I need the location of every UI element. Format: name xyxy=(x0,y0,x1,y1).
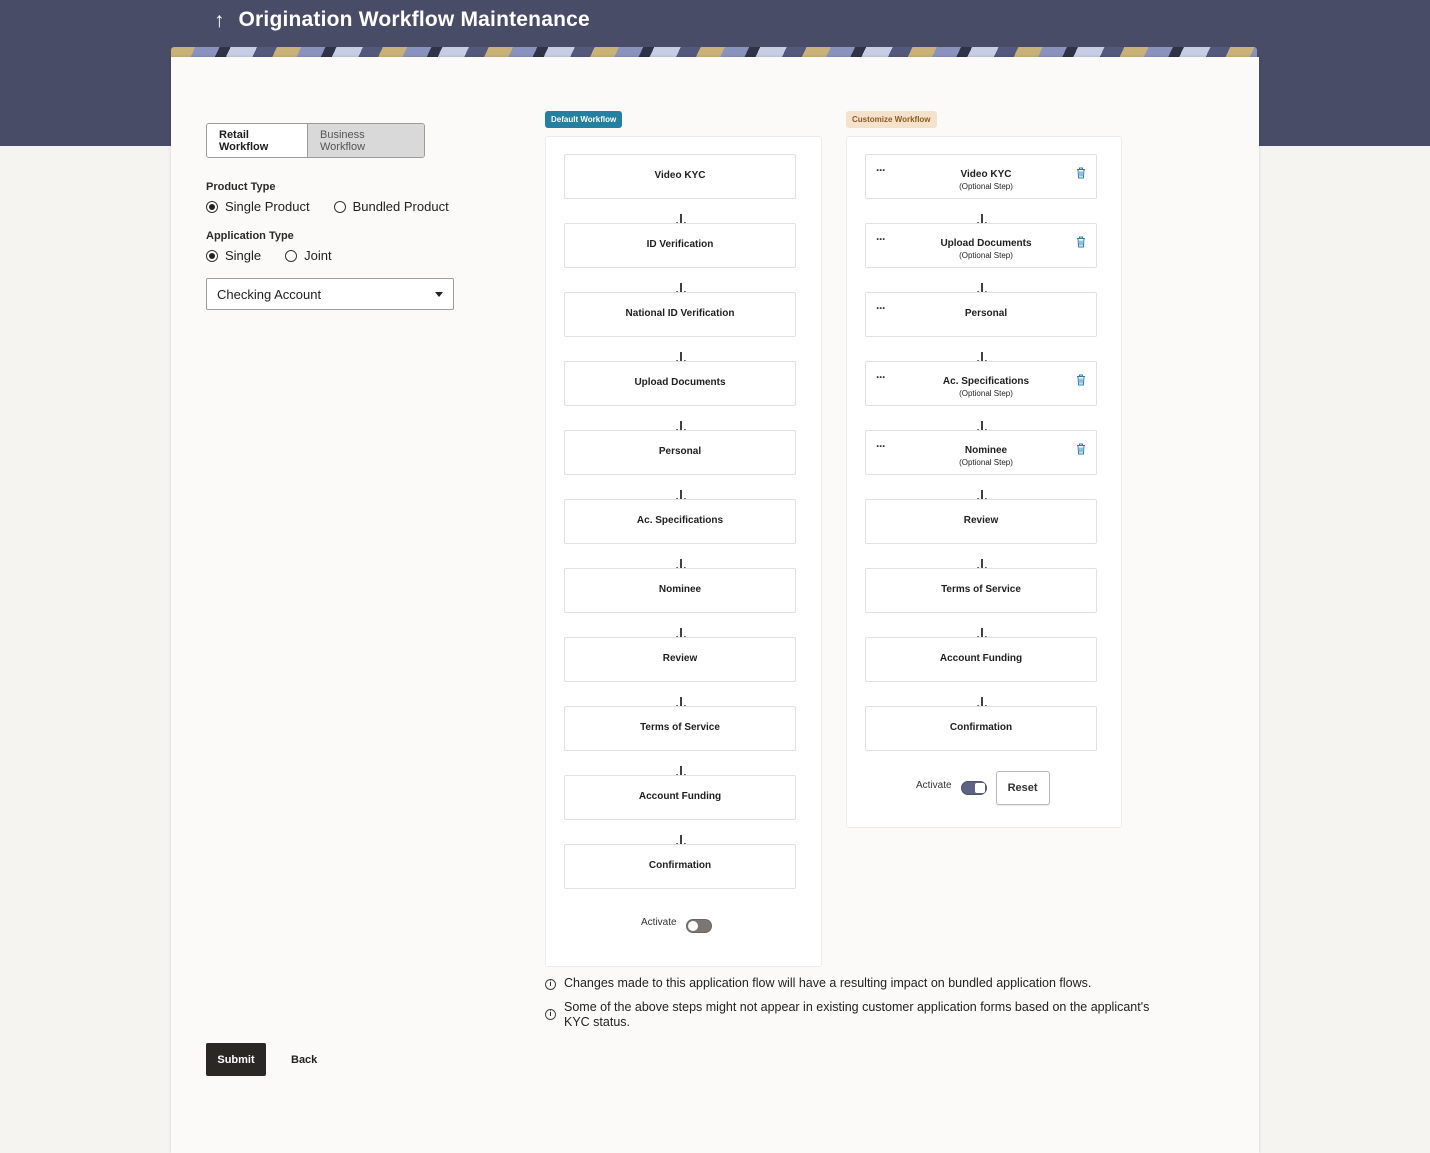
trash-icon[interactable] xyxy=(1076,167,1086,179)
more-options-icon[interactable]: ··· xyxy=(876,370,885,384)
reset-button[interactable]: Reset xyxy=(996,771,1050,805)
step-label: ID Verification xyxy=(646,239,714,250)
more-options-icon[interactable]: ··· xyxy=(876,232,885,246)
step-label: Confirmation xyxy=(949,722,1013,733)
product-select[interactable] xyxy=(206,278,454,310)
submit-button[interactable]: Submit xyxy=(206,1043,266,1076)
step-label: Review xyxy=(662,653,698,664)
page-header xyxy=(214,4,590,36)
workflow-step xyxy=(865,568,1097,613)
radio-button[interactable] xyxy=(285,250,297,262)
application-type-radio-group xyxy=(206,248,356,263)
step-label: Confirmation xyxy=(648,860,712,871)
radio-label: Bundled Product xyxy=(352,199,449,214)
trash-icon[interactable] xyxy=(1076,443,1086,455)
note-text: Changes made to this application flow will have a resulting impact on bundled application flows. xyxy=(564,976,1092,990)
note-bundled-impact xyxy=(545,976,1185,991)
workflow-step xyxy=(564,706,796,751)
radio-label: Joint xyxy=(304,248,332,263)
default-activate-row xyxy=(641,911,712,933)
step-label: Terms of Service xyxy=(640,722,720,733)
workflow-step[interactable] xyxy=(865,292,1097,337)
workflow-step xyxy=(564,292,796,337)
optional-workflow-step[interactable] xyxy=(865,430,1097,475)
workflow-step xyxy=(564,361,796,406)
step-label: Personal xyxy=(658,446,702,457)
note-kyc-status xyxy=(545,1000,1175,1030)
radio-single[interactable] xyxy=(206,248,261,263)
customize-workflow-panel xyxy=(846,136,1122,828)
more-options-icon[interactable]: ··· xyxy=(876,301,885,315)
product-select-value: Checking Account xyxy=(217,286,322,302)
radio-joint[interactable] xyxy=(285,248,331,263)
radio-button[interactable] xyxy=(206,250,218,262)
step-label: Terms of Service xyxy=(941,584,1021,595)
trash-icon[interactable] xyxy=(1076,236,1086,248)
application-type-label: Application Type xyxy=(206,230,294,242)
default-workflow-badge: Default Workflow xyxy=(545,111,622,128)
optional-workflow-step[interactable] xyxy=(865,223,1097,268)
radio-bundled-product[interactable] xyxy=(334,199,449,214)
step-label: Video KYC xyxy=(960,169,1012,180)
activate-label: Activate xyxy=(916,779,952,791)
step-label: Review xyxy=(963,515,999,526)
workflow-step xyxy=(564,430,796,475)
workflow-step xyxy=(865,637,1097,682)
step-label: Upload Documents xyxy=(634,377,726,388)
step-label: Ac. Specifications xyxy=(636,515,724,526)
decorative-banner xyxy=(171,47,1257,57)
step-label: Nominee xyxy=(658,584,702,595)
page-title: Origination Workflow Maintenance xyxy=(238,8,590,31)
tab-retail-workflow[interactable]: Retail Workflow xyxy=(207,124,307,157)
workflow-step xyxy=(564,223,796,268)
radio-button[interactable] xyxy=(206,201,218,213)
more-options-icon[interactable]: ··· xyxy=(876,163,885,177)
workflow-step xyxy=(564,568,796,613)
step-label: Account Funding xyxy=(939,653,1023,664)
radio-label: Single Product xyxy=(225,199,310,214)
custom-activate-row xyxy=(916,771,1050,805)
step-optional-note: (Optional Step) xyxy=(959,182,1013,191)
workflow-step xyxy=(564,637,796,682)
step-label: Personal xyxy=(964,308,1008,319)
product-type-radio-group xyxy=(206,199,473,214)
workflow-step xyxy=(865,499,1097,544)
customize-workflow-badge: Customize Workflow xyxy=(846,111,937,128)
step-label: Ac. Specifications xyxy=(942,376,1030,387)
activate-label: Activate xyxy=(641,916,677,928)
info-icon: i xyxy=(545,979,556,990)
step-label: Nominee xyxy=(964,445,1008,456)
default-activate-toggle[interactable] xyxy=(686,919,712,933)
workflow-step xyxy=(564,154,796,199)
radio-single-product[interactable] xyxy=(206,199,310,214)
step-optional-note: (Optional Step) xyxy=(959,251,1013,260)
product-type-label: Product Type xyxy=(206,181,276,193)
step-label: Video KYC xyxy=(654,170,706,181)
optional-workflow-step[interactable] xyxy=(865,154,1097,199)
trash-icon[interactable] xyxy=(1076,374,1086,386)
step-optional-note: (Optional Step) xyxy=(959,458,1013,467)
step-label: Upload Documents xyxy=(940,238,1032,249)
tab-business-workflow[interactable]: Business Workflow xyxy=(307,124,424,157)
back-button[interactable]: Back xyxy=(291,1054,318,1066)
info-icon: i xyxy=(545,1009,556,1020)
step-label: National ID Verification xyxy=(625,308,735,319)
step-optional-note: (Optional Step) xyxy=(959,389,1013,398)
workflow-step xyxy=(564,499,796,544)
note-text: Some of the above steps might not appear in existing customer application forms based on the applicant's KYC status. xyxy=(564,1000,1150,1029)
more-options-icon[interactable]: ··· xyxy=(876,439,885,453)
optional-workflow-step[interactable] xyxy=(865,361,1097,406)
workflow-step xyxy=(564,844,796,889)
workflow-tabs xyxy=(206,123,425,158)
step-label: Account Funding xyxy=(638,791,722,802)
default-workflow-panel xyxy=(545,136,822,967)
radio-button[interactable] xyxy=(334,201,346,213)
arrow-up-icon[interactable]: ↑ xyxy=(214,8,225,32)
workflow-step xyxy=(564,775,796,820)
radio-label: Single xyxy=(225,248,262,263)
custom-activate-toggle[interactable] xyxy=(961,781,987,795)
workflow-step xyxy=(865,706,1097,751)
chevron-down-icon xyxy=(435,292,443,297)
